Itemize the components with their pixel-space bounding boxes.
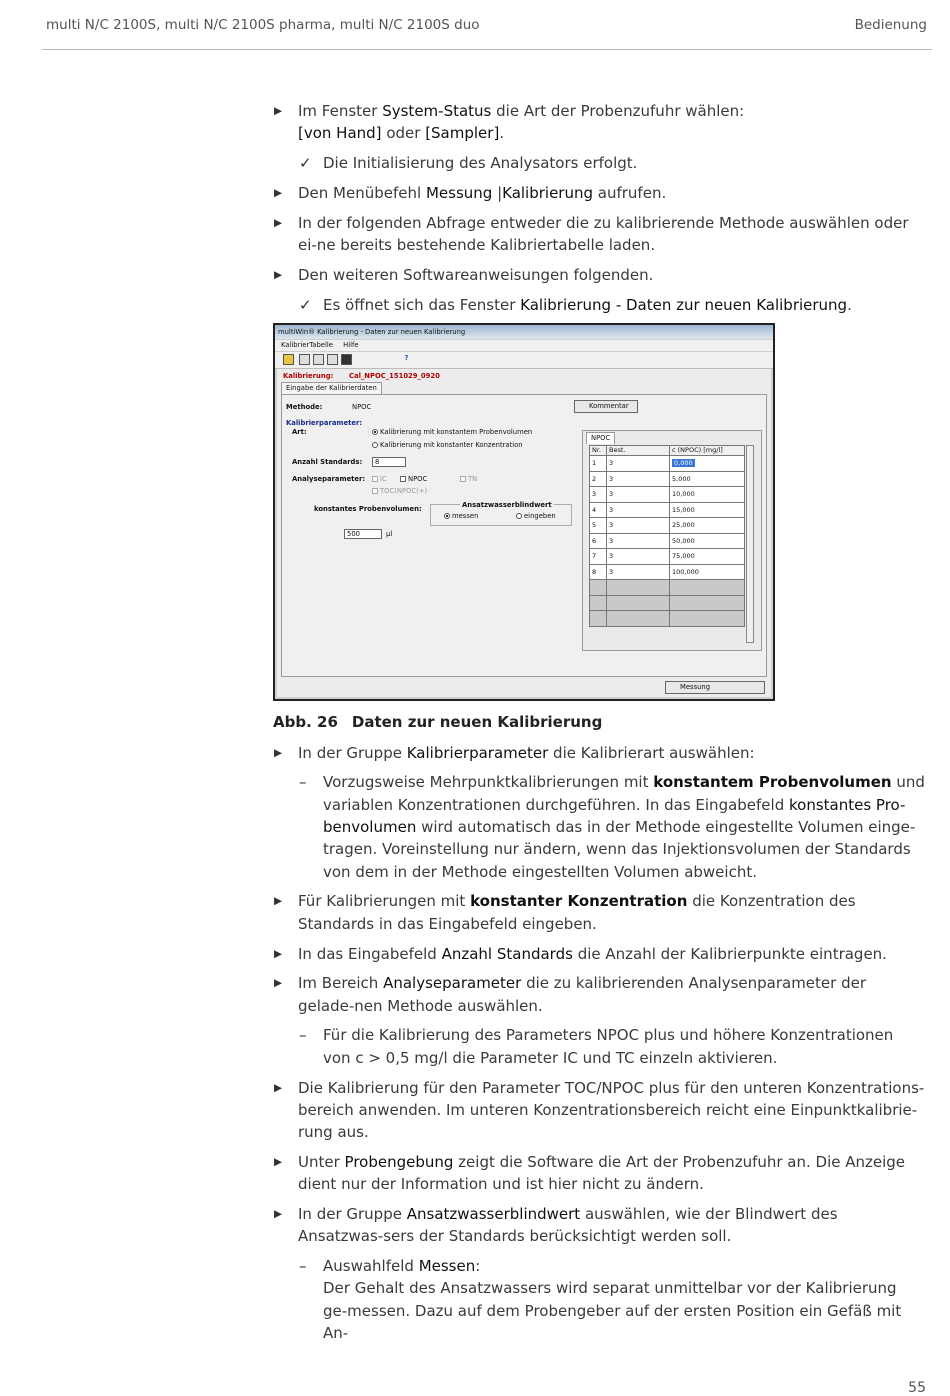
table-row-empty bbox=[590, 595, 745, 611]
ui-term: Messung bbox=[425, 183, 493, 202]
checkbox-ic[interactable] bbox=[372, 475, 387, 484]
table-cell bbox=[607, 595, 670, 611]
step-arrow-icon: ▶ bbox=[274, 268, 283, 281]
step-text: In der Gruppe bbox=[298, 1205, 407, 1224]
table-row[interactable] bbox=[590, 518, 745, 534]
ui-term: Ansatzwasserblindwert bbox=[406, 1205, 581, 1224]
step-ansatzwasserblindwert bbox=[273, 1203, 925, 1248]
table-cell[interactable]: 3 bbox=[607, 518, 670, 534]
step-text: Unter bbox=[298, 1152, 345, 1171]
step-text: oder bbox=[381, 124, 426, 143]
checkbox-label: TOC(NPOC(+) bbox=[380, 487, 428, 496]
figure-caption bbox=[273, 711, 925, 733]
window-menubar bbox=[275, 340, 773, 351]
step-arrow-icon: ▶ bbox=[274, 746, 283, 759]
step-text: Im Bereich bbox=[298, 974, 384, 993]
option-messen bbox=[273, 1255, 925, 1344]
ui-term: Messen bbox=[418, 1257, 476, 1276]
methode-label: Methode: bbox=[286, 403, 323, 412]
step-arrow-icon: ▶ bbox=[274, 947, 283, 960]
option-mehrpunkt bbox=[273, 771, 925, 882]
checkbox-icon bbox=[460, 476, 466, 482]
table-row[interactable] bbox=[590, 533, 745, 549]
bold-term: konstantem Probenvolumen bbox=[653, 773, 892, 792]
checkbox-icon bbox=[372, 488, 378, 494]
anzahl-standards-value: 8 bbox=[375, 458, 380, 467]
table-cell[interactable]: 100,000 bbox=[670, 564, 745, 580]
probenvolumen-unit: µl bbox=[386, 530, 393, 539]
step-follow-instructions bbox=[273, 264, 925, 286]
table-row[interactable] bbox=[590, 471, 745, 487]
table-cell bbox=[607, 580, 670, 596]
step-arrow-icon: ▶ bbox=[274, 977, 283, 990]
radio-label: Kalibrierung mit konstanter Konzentration bbox=[380, 441, 523, 450]
radio-konstante-konzentration[interactable] bbox=[372, 441, 523, 450]
save-icon[interactable] bbox=[341, 354, 352, 365]
step-arrow-icon: ▶ bbox=[274, 1081, 283, 1094]
step-text: die Kalibrierart auswählen: bbox=[548, 743, 755, 762]
print-icon[interactable] bbox=[313, 354, 324, 365]
menu-hilfe[interactable]: Hilfe bbox=[343, 341, 359, 350]
step-arrow-icon: ▶ bbox=[274, 105, 283, 117]
step-text: die Anzahl der Kalibrierpunkte eintragen. bbox=[572, 944, 887, 963]
table-cell[interactable]: 1 bbox=[590, 456, 607, 472]
print-preview-icon[interactable] bbox=[327, 354, 338, 365]
ui-term: [von Hand] bbox=[298, 124, 382, 143]
ui-term: System-Status bbox=[382, 102, 492, 120]
table-cell[interactable]: 75,000 bbox=[670, 549, 745, 565]
main-content bbox=[273, 100, 925, 1352]
table-cell bbox=[607, 611, 670, 627]
table-row[interactable] bbox=[590, 549, 745, 565]
radio-blindwert-messen[interactable] bbox=[444, 512, 478, 521]
table-cell[interactable]: 25,000 bbox=[670, 518, 745, 534]
option-npoc-plus bbox=[273, 1024, 925, 1069]
step-text: Die Kalibrierung für den Parameter TOC/NPOC plus für den unteren Konzentrations-bereich anwenden. Im unteren Konzentrationsbereich reicht eine Einpunktkalibrie-rung aus. bbox=[298, 1078, 925, 1142]
column-header: Best. bbox=[607, 446, 670, 456]
tab-npoc[interactable]: NPOC bbox=[586, 432, 615, 444]
analyseparameter-label: Analyseparameter: bbox=[292, 475, 366, 484]
messung-button[interactable] bbox=[665, 681, 765, 694]
blindwert-label: Ansatzwasserblindwert bbox=[462, 501, 552, 510]
result-window-opens bbox=[273, 294, 925, 316]
table-cell bbox=[670, 580, 745, 596]
probenvolumen-input[interactable] bbox=[344, 529, 382, 539]
table-cell[interactable] bbox=[670, 456, 745, 472]
radio-selected-icon bbox=[444, 513, 450, 519]
ui-term: Anzahl Standards bbox=[441, 944, 573, 963]
anzahl-standards-label: Anzahl Standards: bbox=[292, 458, 363, 467]
window-toolbar bbox=[275, 352, 773, 369]
messung-label: Messung bbox=[680, 683, 711, 692]
table-cell[interactable]: 15,000 bbox=[670, 502, 745, 518]
table-cell[interactable]: 3 bbox=[607, 549, 670, 565]
step-anzahl-standards bbox=[273, 943, 925, 965]
table-row[interactable] bbox=[590, 564, 745, 580]
bold-term: konstanter Konzentration bbox=[470, 892, 688, 911]
radio-label: eingeben bbox=[524, 512, 556, 521]
step-arrow-icon: ▶ bbox=[274, 216, 283, 229]
table-row[interactable] bbox=[590, 456, 745, 472]
running-header-title: multi N/C 2100S, multi N/C 2100S pharma, multi N/C 2100S duo bbox=[46, 17, 480, 33]
table-cell[interactable]: 3 bbox=[607, 502, 670, 518]
step-analyseparameter bbox=[273, 972, 925, 1017]
menu-kalibriertabelle[interactable]: KalibrierTabelle bbox=[281, 341, 333, 350]
table-cell[interactable]: 2 bbox=[590, 471, 607, 487]
table-row[interactable] bbox=[590, 502, 745, 518]
ui-term: Kalibrierung - Daten zur neuen Kalibrierung bbox=[520, 295, 848, 314]
kalibrierparameter-label: Kalibrierparameter: bbox=[286, 419, 363, 428]
result-text: Es öffnet sich das Fenster bbox=[323, 295, 521, 314]
checkbox-tn[interactable] bbox=[460, 475, 477, 484]
option-text: wird automatisch das in der Methode eingestellte Volumen einge-tragen. Voreinstellung nur ändern, wenn das Injektionsvolumen der Standards von dem in der Methode eingestellten Volumen abweicht. bbox=[323, 818, 916, 881]
ui-term: [Sampler] bbox=[425, 124, 500, 143]
checkbox-icon bbox=[372, 476, 378, 482]
ui-term: konstantes Pro-benvolumen bbox=[323, 795, 906, 837]
column-header: Nr. bbox=[590, 446, 607, 456]
ui-term: Kalibrierparameter bbox=[406, 743, 549, 762]
step-text: Den Menübefehl bbox=[298, 183, 426, 202]
table-cell[interactable]: 5 bbox=[590, 518, 607, 534]
window-title: multiWin® Kalibrierung - Daten zur neuen Kalibrierung bbox=[275, 325, 773, 339]
table-cell bbox=[590, 580, 607, 596]
step-text: Für Kalibrierungen mit bbox=[298, 892, 471, 911]
ui-term: Analyseparameter bbox=[383, 974, 522, 993]
column-header: c (NPOC) [mg/l] bbox=[670, 446, 745, 456]
radio-icon bbox=[372, 442, 378, 448]
step-text: In der folgenden Abfrage entweder die zu kalibrierende Methode auswählen oder ei-ne bereits bestehende Kalibriertabelle laden. bbox=[298, 213, 909, 254]
step-arrow-icon: ▶ bbox=[274, 1155, 283, 1168]
kalibrier-table bbox=[589, 445, 745, 627]
art-label: Art: bbox=[292, 428, 307, 437]
checkbox-checked-icon bbox=[400, 476, 406, 482]
ui-term: Probengebung bbox=[344, 1152, 454, 1171]
table-cell[interactable]: 3 bbox=[590, 487, 607, 503]
dash-icon: – bbox=[299, 1257, 307, 1276]
step-text: die Art der Probenzufuhr wählen: bbox=[491, 102, 745, 120]
step-menu-command bbox=[273, 182, 925, 204]
table-cell[interactable]: 3 bbox=[607, 487, 670, 503]
step-text: Den weiteren Softwareanweisungen folgenden. bbox=[298, 265, 654, 284]
header-divider bbox=[42, 49, 932, 50]
kalibrierung-name: Cal_NPOC_151029_0920 bbox=[349, 372, 440, 381]
radio-label: Kalibrierung mit konstantem Probenvolumen bbox=[380, 428, 533, 437]
window-body bbox=[277, 369, 771, 697]
step-text: . bbox=[499, 124, 505, 143]
result-initialisierung bbox=[273, 152, 925, 174]
checkbox-label: NPOC bbox=[408, 475, 428, 484]
step-text: die Konzentration des Standards in das Eingabefeld eingeben. bbox=[298, 892, 856, 933]
table-row[interactable] bbox=[590, 487, 745, 503]
radio-blindwert-eingeben[interactable] bbox=[516, 512, 556, 521]
table-cell[interactable]: 4 bbox=[590, 502, 607, 518]
table-cell[interactable]: 7 bbox=[590, 549, 607, 565]
table-cell bbox=[670, 611, 745, 627]
table-cell[interactable]: 3 bbox=[607, 564, 670, 580]
radio-icon bbox=[516, 513, 522, 519]
result-text: Die Initialisierung des Analysators erfolgt. bbox=[323, 154, 638, 173]
screenshot-kalibrierung-window bbox=[273, 323, 775, 701]
table-cell bbox=[590, 595, 607, 611]
checkbox-label: IC bbox=[380, 475, 387, 484]
table-cell[interactable]: 6 bbox=[590, 533, 607, 549]
step-text: auswählen, wie der Blindwert des Ansatzwas-sers der Standards berücksichtigt werden soll. bbox=[298, 1205, 838, 1246]
checkbox-tocnpoc[interactable] bbox=[372, 487, 427, 496]
dash-icon: – bbox=[299, 773, 307, 792]
step-toc-npoc-plus bbox=[273, 1077, 925, 1144]
option-text: Auswahlfeld bbox=[323, 1257, 419, 1276]
radio-label: messen bbox=[452, 512, 479, 521]
step-text: In der Gruppe bbox=[298, 743, 407, 762]
ui-term: Kalibrierung bbox=[502, 183, 594, 202]
table-cell[interactable]: 10,000 bbox=[670, 487, 745, 503]
check-icon: ✓ bbox=[299, 295, 312, 314]
radio-selected-icon bbox=[372, 429, 378, 435]
dash-icon: – bbox=[299, 1026, 307, 1045]
step-arrow-icon: ▶ bbox=[274, 186, 283, 199]
checkbox-npoc[interactable] bbox=[400, 475, 427, 484]
table-row-empty bbox=[590, 611, 745, 627]
table-cell[interactable]: 50,000 bbox=[670, 533, 745, 549]
probenvolumen-label: konstantes Probenvolumen: bbox=[314, 505, 422, 514]
table-cell[interactable]: 3 bbox=[607, 533, 670, 549]
step-select-method bbox=[273, 212, 925, 257]
step-text: die zu kalibrierenden Analysenparameter der gelade-nen Methode auswählen. bbox=[298, 974, 866, 1015]
step-arrow-icon: ▶ bbox=[274, 895, 283, 908]
checkbox-label: TN bbox=[468, 475, 478, 484]
figure-title: Daten zur neuen Kalibrierung bbox=[351, 713, 603, 732]
step-probengebung bbox=[273, 1151, 925, 1196]
step-text: Im Fenster bbox=[298, 102, 383, 120]
table-scrollbar[interactable] bbox=[746, 445, 754, 643]
kommentar-label: Kommentar bbox=[589, 402, 629, 411]
table-cell[interactable]: 3 bbox=[607, 471, 670, 487]
help-icon[interactable]: ? bbox=[404, 354, 409, 363]
tab-panel bbox=[281, 394, 767, 677]
door-icon[interactable] bbox=[283, 354, 294, 365]
step-text: zeigt die Software die Art der Probenzufuhr an. Die Anzeige dient nur der Information und ist hier nicht zu ändern. bbox=[298, 1152, 906, 1194]
running-header-section: Bedienung bbox=[854, 17, 927, 33]
selected-cell-value[interactable]: 0,000 bbox=[674, 459, 693, 468]
tab-eingabe-kalibrierdaten[interactable]: Eingabe der Kalibrierdaten bbox=[281, 382, 382, 394]
result-text: . bbox=[847, 295, 852, 314]
anzahl-standards-spinner[interactable] bbox=[372, 457, 406, 467]
table-cell bbox=[670, 595, 745, 611]
table-cell bbox=[590, 611, 607, 627]
table-cell[interactable]: 5,000 bbox=[670, 471, 745, 487]
step-text: aufrufen. bbox=[593, 183, 667, 202]
probenvolumen-value: 500 bbox=[347, 530, 360, 539]
table-row-empty bbox=[590, 580, 745, 596]
step-kalibrierparameter bbox=[273, 742, 925, 764]
table-header-row bbox=[590, 446, 745, 456]
radio-konstantes-volumen[interactable] bbox=[372, 428, 532, 437]
figure-number: Abb. 26 bbox=[273, 713, 338, 732]
option-text: und variablen Konzentrationen durchgeführen. In das Eingabefeld bbox=[323, 773, 925, 814]
kalibrierung-label: Kalibrierung: bbox=[283, 372, 334, 381]
step-text: | bbox=[492, 183, 503, 202]
step-arrow-icon: ▶ bbox=[274, 1208, 283, 1221]
option-text: Für die Kalibrierung des Parameters NPOC plus und höhere Konzentrationen von c > 0,5 mg/l die Parameter IC und TC einzeln aktivieren. bbox=[323, 1026, 894, 1067]
option-text: Vorzugsweise Mehrpunktkalibrierungen mit bbox=[323, 773, 654, 792]
option-text: : bbox=[475, 1257, 481, 1276]
check-icon: ✓ bbox=[299, 154, 312, 173]
step-system-status bbox=[273, 100, 925, 145]
table-icon[interactable] bbox=[299, 354, 310, 365]
methode-value: NPOC bbox=[352, 403, 372, 412]
page-number: 55 bbox=[908, 1380, 926, 1396]
table-cell[interactable]: 8 bbox=[590, 564, 607, 580]
kommentar-button[interactable] bbox=[574, 400, 638, 413]
step-text: In das Eingabefeld bbox=[298, 944, 442, 963]
table-cell[interactable]: 3 bbox=[607, 456, 670, 472]
step-konstante-konzentration bbox=[273, 890, 925, 935]
option-text: Der Gehalt des Ansatzwassers wird separat unmittelbar vor der Kalibrierung ge-messen. Dazu auf dem Probengeber auf der ersten Position ein Gefäß mit An- bbox=[323, 1279, 902, 1342]
